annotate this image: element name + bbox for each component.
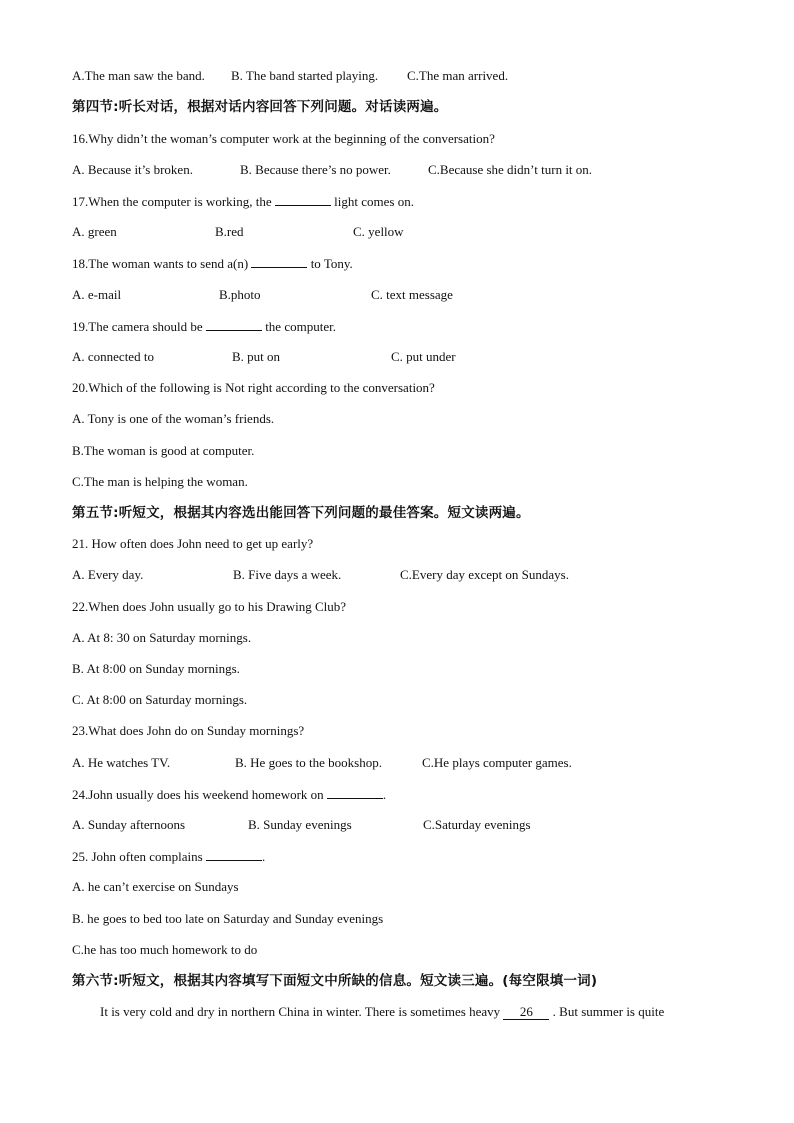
passage-blank-26: [503, 1004, 549, 1020]
q23-question: 23.What does John do on Sunday mornings?: [72, 723, 305, 738]
q23-option-c: C.He plays computer games.: [422, 755, 572, 770]
section5-heading: 第五节:听短文，根据其内容选出能回答下列问题的最佳答案。短文读两遍。: [72, 505, 530, 521]
q24-question: [72, 786, 386, 803]
q18-option-b: B.photo: [219, 287, 261, 302]
q18-question: [72, 255, 353, 272]
q22-option-c: C. At 8:00 on Saturday mornings.: [72, 692, 248, 707]
q16-option-b: B. Because there’s no power.: [240, 162, 391, 177]
q20-question: 20.Which of the following is Not right according to the conversation?: [72, 380, 435, 395]
q25-option-a: A. he can’t exercise on Sundays: [72, 879, 239, 894]
passage-blank-number: 26: [519, 1004, 533, 1019]
section6-heading: 第六节:听短文，根据其内容填写下面短文中所缺的信息。短文读三遍。(每空限填一词): [72, 973, 598, 989]
q17-option-c: C. yellow: [353, 224, 404, 239]
q21-option-c: C.Every day except on Sundays.: [400, 567, 569, 582]
passage-text-after: . But summer is quite: [552, 1004, 665, 1019]
q21-question: 21. How often does John need to get up early?: [72, 536, 314, 551]
q20-option-b: B.The woman is good at computer.: [72, 443, 255, 458]
q22-option-a: A. At 8: 30 on Saturday mornings.: [72, 630, 252, 645]
q23-option-b: B. He goes to the bookshop.: [235, 755, 382, 770]
q15-option-a: A.The man saw the band.: [72, 68, 205, 83]
q21-option-a: A. Every day.: [72, 567, 144, 582]
q19-text-after: the computer.: [265, 319, 336, 334]
q24-answer-blank: [327, 786, 383, 799]
q19-option-a: A. connected to: [72, 349, 154, 364]
q22-question: 22.When does John usually go to his Drawing Club?: [72, 599, 347, 614]
section4-heading: 第四节:听长对话，根据对话内容回答下列问题。对话读两遍。: [72, 99, 448, 115]
q19-text-before: 19.The camera should be: [72, 319, 203, 334]
q25-answer-blank: [206, 848, 262, 861]
q18-option-a: A. e-mail: [72, 287, 122, 302]
q24-option-b: B. Sunday evenings: [248, 817, 352, 832]
q25-question: [72, 848, 265, 865]
passage-line: [100, 1004, 664, 1020]
q20-option-a: A. Tony is one of the woman’s friends.: [72, 411, 275, 426]
q18-text-before: 18.The woman wants to send a(n): [72, 256, 249, 271]
q24-text-before: 24.John usually does his weekend homework on: [72, 787, 324, 802]
q24-text-after: .: [382, 787, 387, 802]
q19-answer-blank: [206, 318, 262, 331]
q17-option-a: A. green: [72, 224, 117, 239]
q19-option-c: C. put under: [391, 349, 456, 364]
q23-option-a: A. He watches TV.: [72, 755, 171, 770]
q17-text-after: light comes on.: [334, 194, 414, 209]
q17-question: [72, 193, 414, 210]
q16-option-c: C.Because she didn’t turn it on.: [428, 162, 593, 177]
q24-option-c: C.Saturday evenings: [423, 817, 531, 832]
q15-option-b: B. The band started playing.: [231, 68, 379, 83]
q25-text-before: 25. John often complains: [72, 849, 203, 864]
q25-option-c: C.he has too much homework to do: [72, 942, 258, 957]
q20-option-c: C.The man is helping the woman.: [72, 474, 248, 489]
q15-option-c: C.The man arrived.: [407, 68, 509, 83]
q22-option-b: B. At 8:00 on Sunday mornings.: [72, 661, 240, 676]
q18-answer-blank: [251, 255, 307, 268]
q19-option-b: B. put on: [232, 349, 281, 364]
q25-option-b: B. he goes to bed too late on Saturday and Sunday evenings: [72, 911, 384, 926]
q16-option-a: A. Because it’s broken.: [72, 162, 193, 177]
q21-option-b: B. Five days a week.: [233, 567, 342, 582]
q24-option-a: A. Sunday afternoons: [72, 817, 186, 832]
q17-text-before: 17.When the computer is working, the: [72, 194, 272, 209]
q17-answer-blank: [275, 193, 331, 206]
q19-question: [72, 318, 336, 335]
q18-text-after: to Tony.: [310, 256, 353, 271]
passage-text-before: It is very cold and dry in northern China in winter. There is sometimes heavy: [100, 1004, 501, 1019]
q25-text-after: .: [261, 849, 266, 864]
q17-option-b: B.red: [215, 224, 244, 239]
q18-option-c: C. text message: [371, 287, 453, 302]
q16-question: 16.Why didn’t the woman’s computer work at the beginning of the conversation?: [72, 131, 495, 146]
